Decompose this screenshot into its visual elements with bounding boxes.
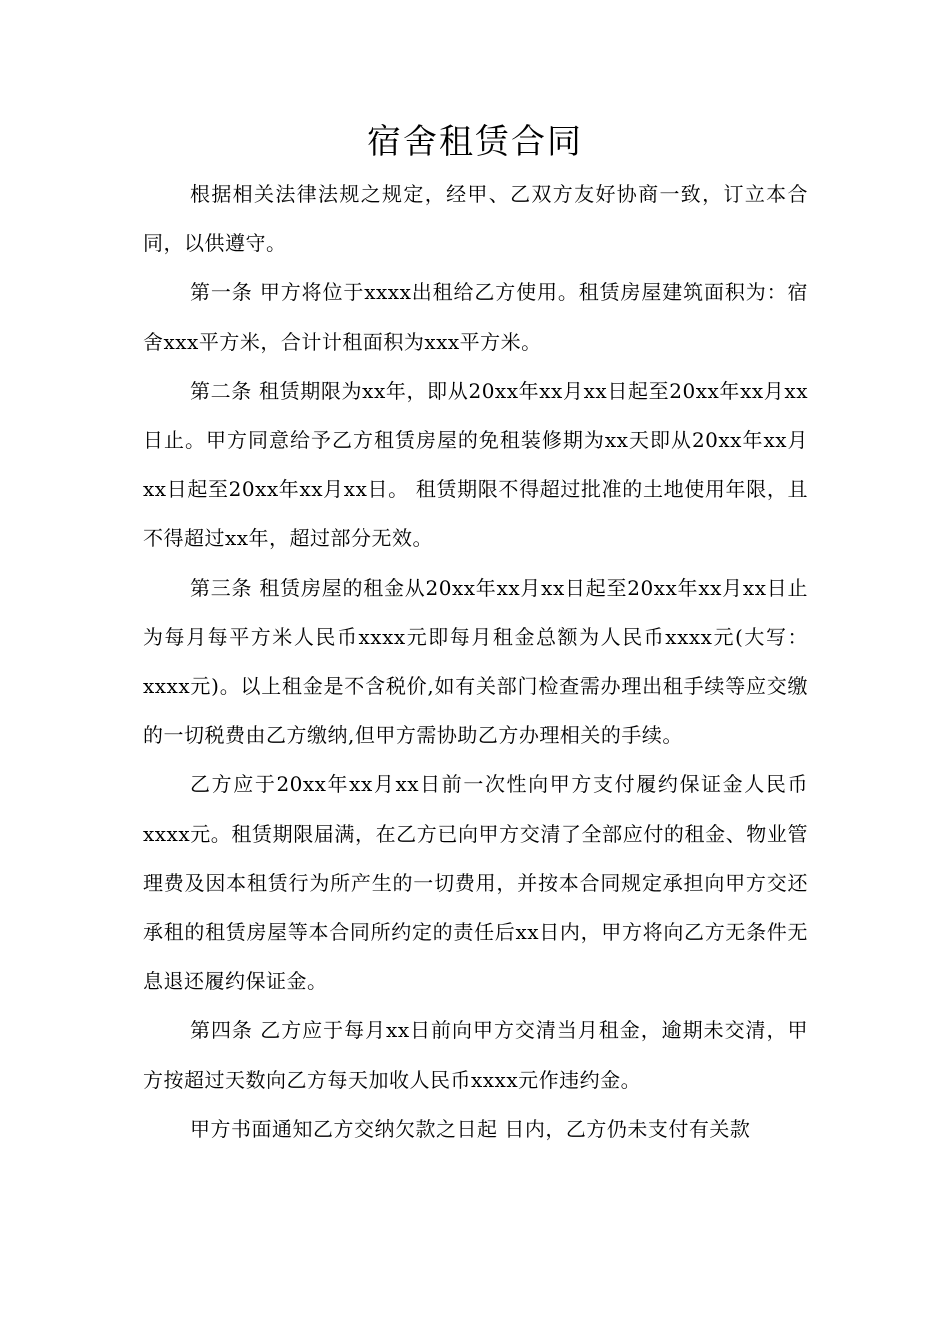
paragraph-article-4: 第四条 乙方应于每月xx日前向甲方交清当月租金，逾期未交清，甲方按超过天数向乙方每天加收人民币xxxx元作违约金。: [143, 1018, 808, 1092]
paragraph-deposit: 乙方应于20xx年xx月xx日前一次性向甲方支付履约保证金人民币xxxx元。租赁期限届满，在乙方已向甲方交清了全部应付的租金、物业管理费及因本租赁行为所产生的一切费用，并按本合同规定承担向甲方交还承租的租赁房屋等本合同所约定的责任后xx日内，甲方将向乙方无条件无息退还履约保证金。: [143, 772, 808, 994]
paragraph-article-1: 第一条 甲方将位于xxxx出租给乙方使用。租赁房屋建筑面积为：宿舍xxx平方米，合计计租面积为xxx平方米。: [143, 280, 808, 354]
paragraph-article-2: 第二条 租赁期限为xx年，即从20xx年xx月xx日起至20xx年xx月xx日止。甲方同意给予乙方租赁房屋的免租装修期为xx天即从20xx年xx月xx日起至20xx年xx月xx日。 租赁期限不得超过批准的土地使用年限，且不得超过xx年，超过部分无效。: [143, 378, 808, 551]
paragraph-article-3: 第三条 租赁房屋的租金从20xx年xx月xx日起至20xx年xx月xx日止为每月每平方米人民币xxxx元即每月租金总额为人民币xxxx元(大写：xxxx元)。以上租金是不含税价,如有关部门检查需办理出租手续等应交缴的一切税费由乙方缴纳,但甲方需协助乙方办理相关的手续。: [143, 575, 808, 748]
paragraph-preamble: 根据相关法律法规之规定，经甲、乙双方友好协商一致，订立本合同，以供遵守。: [143, 182, 808, 256]
document-title: 宿舍租赁合同: [367, 122, 583, 162]
paragraph-overdue-notice: 甲方书面通知乙方交纳欠款之日起 日内，乙方仍未支付有关款: [190, 1116, 751, 1141]
document-body: [143, 170, 808, 1154]
